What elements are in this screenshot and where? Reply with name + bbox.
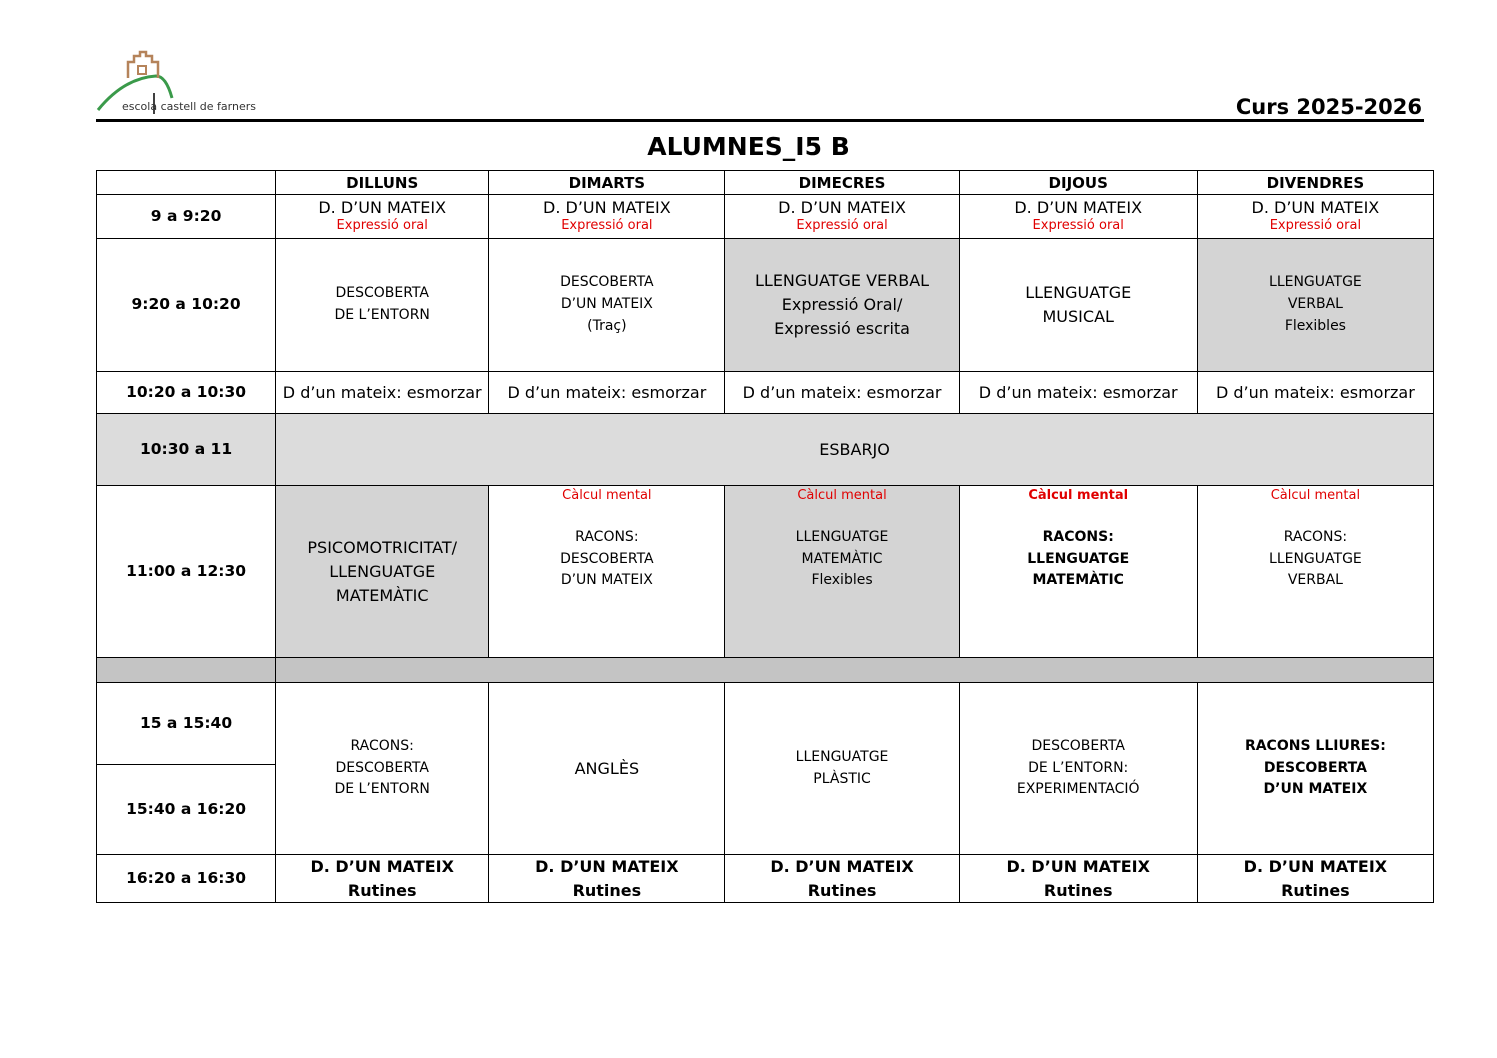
day-header-tuesday: DIMARTS: [489, 171, 725, 195]
cell-line: MATEMÀTIC: [801, 550, 883, 567]
schedule-cell: [1197, 486, 1433, 658]
mental-math-label: Càlcul mental: [562, 488, 652, 503]
cell-line: DE L’ENTORN: [334, 781, 430, 798]
cell-line: DESCOBERTA: [1263, 759, 1367, 776]
time-slot: 9:20 a 10:20: [97, 239, 276, 372]
table-row: [97, 683, 1434, 765]
lunch-band-cell: [97, 658, 276, 683]
schedule-cell: [1197, 195, 1433, 239]
cell-line: LLENGUATGE VERBAL: [754, 271, 930, 290]
timetable: [96, 170, 1434, 903]
break-cell: ESBARJO: [276, 414, 1434, 486]
page-title: ALUMNES_I5 B: [647, 132, 850, 161]
cell-line: DE L’ENTORN:: [1028, 759, 1129, 776]
subject-subtitle: Expressió oral: [1032, 218, 1124, 234]
header-row: [97, 171, 1434, 195]
time-slot: 15 a 15:40: [97, 683, 276, 765]
cell-line: D’UN MATEIX: [560, 572, 653, 589]
subject-subtitle: Expressió oral: [336, 218, 428, 234]
schedule-cell: [276, 855, 489, 903]
time-slot: 10:30 a 11: [97, 414, 276, 486]
schedule-cell: D d’un mateix: esmorzar: [959, 372, 1197, 414]
table-row: [97, 486, 1434, 658]
time-slot: 11:00 a 12:30: [97, 486, 276, 658]
cell-line: RACONS LLIURES:: [1244, 737, 1386, 754]
cell-line: DESCOBERTA: [335, 285, 429, 302]
subject-subtitle: Rutines: [572, 880, 642, 900]
cell-line: LLENGUATGE: [1025, 283, 1132, 302]
subject-title: D. D’UN MATEIX: [1006, 857, 1150, 877]
day-header-friday: DIVENDRES: [1197, 171, 1433, 195]
schedule-cell: [725, 239, 959, 372]
course-year: Curs 2025-2026: [1235, 95, 1422, 119]
cell-line: RACONS:: [1283, 528, 1348, 545]
day-header-thursday: DIJOUS: [959, 171, 1197, 195]
time-slot: 9 a 9:20: [97, 195, 276, 239]
subject-subtitle: Rutines: [807, 880, 877, 900]
cell-line: DE L’ENTORN: [334, 307, 430, 323]
table-row: [97, 414, 1434, 486]
cell-line: LLENGUATGE: [1027, 550, 1130, 567]
table-row: [97, 239, 1434, 372]
table-row: [97, 372, 1434, 414]
school-logo: [94, 48, 274, 118]
table-row: [97, 195, 1434, 239]
cell-line: RACONS:: [350, 737, 414, 754]
schedule-cell: [276, 683, 489, 855]
schedule-cell: [489, 855, 725, 903]
schedule-cell: [1197, 683, 1433, 855]
cell-line: LLENGUATGE: [329, 561, 436, 581]
cell-line: LLENGUATGE: [795, 528, 889, 545]
cell-line: MATEMÀTIC: [335, 585, 429, 605]
schedule-cell: [1197, 855, 1433, 903]
subject-subtitle: Expressió oral: [1269, 218, 1362, 234]
cell-line: LLENGUATGE: [795, 748, 889, 765]
schedule-cell: [725, 195, 959, 239]
time-slot: 15:40 a 16:20: [97, 765, 276, 855]
subject-title: D. D’UN MATEIX: [770, 857, 914, 877]
schedule-cell: [489, 486, 725, 658]
subject-title: D. D’UN MATEIX: [535, 857, 679, 877]
cell-line: ANGLÈS: [574, 758, 640, 778]
cell-line: MATEMÀTIC: [1032, 572, 1124, 589]
cell-line: LLENGUATGE: [1269, 550, 1362, 567]
subject-title: D. D’UN MATEIX: [310, 857, 454, 877]
schedule-cell: [959, 855, 1197, 903]
lunch-band-cell: [276, 658, 1434, 683]
cell-line: DESCOBERTA: [560, 274, 654, 291]
cell-line: LLENGUATGE: [1269, 274, 1362, 291]
schedule-cell: [276, 239, 489, 372]
schedule-cell: [276, 195, 489, 239]
cell-line: Flexibles: [1284, 317, 1346, 334]
subject-subtitle: Rutines: [1281, 880, 1350, 900]
cell-line: RACONS:: [575, 528, 639, 545]
cell-line: (Traç): [587, 317, 627, 334]
schedule-cell: [725, 855, 959, 903]
cell-line: DESCOBERTA: [1031, 737, 1125, 754]
subject-subtitle: Rutines: [347, 880, 417, 900]
cell-line: VERBAL: [1287, 296, 1343, 313]
schedule-cell: [959, 239, 1197, 372]
day-header-monday: DILLUNS: [276, 171, 489, 195]
schedule-cell: D d’un mateix: esmorzar: [725, 372, 959, 414]
cell-line: RACONS:: [1042, 528, 1114, 545]
lunch-band-row: [97, 658, 1434, 683]
schedule-cell: D d’un mateix: esmorzar: [1197, 372, 1433, 414]
schedule-cell: [489, 239, 725, 372]
schedule-cell: D d’un mateix: esmorzar: [276, 372, 489, 414]
subject-title: D. D’UN MATEIX: [1014, 197, 1143, 217]
schedule-cell: [959, 195, 1197, 239]
subject-title: D. D’UN MATEIX: [778, 197, 906, 217]
time-slot: 10:20 a 10:30: [97, 372, 276, 414]
header-divider: [96, 119, 1424, 122]
subject-title: D. D’UN MATEIX: [1243, 857, 1388, 877]
schedule-cell: [725, 486, 959, 658]
mental-math-label: Càlcul mental: [1270, 488, 1361, 503]
schedule-cell: [489, 195, 725, 239]
cell-line: DESCOBERTA: [560, 550, 654, 567]
schedule-cell: [725, 683, 959, 855]
subject-subtitle: Expressió oral: [796, 218, 888, 234]
mental-math-label: Càlcul mental: [797, 488, 887, 503]
subject-title: D. D’UN MATEIX: [543, 197, 671, 217]
time-slot: 16:20 a 16:30: [97, 855, 276, 903]
subject-title: D. D’UN MATEIX: [318, 197, 447, 217]
cell-line: Expressió Oral/: [781, 295, 903, 314]
table-row: [97, 855, 1434, 903]
cell-line: D’UN MATEIX: [1263, 781, 1368, 798]
subject-subtitle: Expressió oral: [561, 218, 653, 234]
cell-line: MUSICAL: [1042, 307, 1114, 326]
cell-line: PLÀSTIC: [813, 770, 871, 787]
cell-line: D’UN MATEIX: [560, 296, 653, 313]
cell-line: PSICOMOTRICITAT/: [307, 537, 457, 557]
schedule-cell: D d’un mateix: esmorzar: [489, 372, 725, 414]
corner-cell: [97, 171, 276, 195]
schedule-cell: [489, 683, 725, 855]
mental-math-label: Càlcul mental: [1028, 488, 1129, 503]
cell-line: VERBAL: [1287, 572, 1343, 589]
schedule-cell: [959, 486, 1197, 658]
cell-line: Expressió escrita: [774, 319, 910, 338]
cell-line: DESCOBERTA: [335, 759, 429, 776]
subject-title: D. D’UN MATEIX: [1251, 197, 1380, 217]
schedule-cell: [276, 486, 489, 658]
schedule-cell: [959, 683, 1197, 855]
subject-subtitle: Rutines: [1043, 880, 1113, 900]
schedule-cell: [1197, 239, 1433, 372]
cell-line: EXPERIMENTACIÓ: [1016, 781, 1140, 798]
day-header-wednesday: DIMECRES: [725, 171, 959, 195]
cell-line: Flexibles: [811, 572, 873, 589]
logo-text: escola castell de farners: [122, 100, 256, 113]
